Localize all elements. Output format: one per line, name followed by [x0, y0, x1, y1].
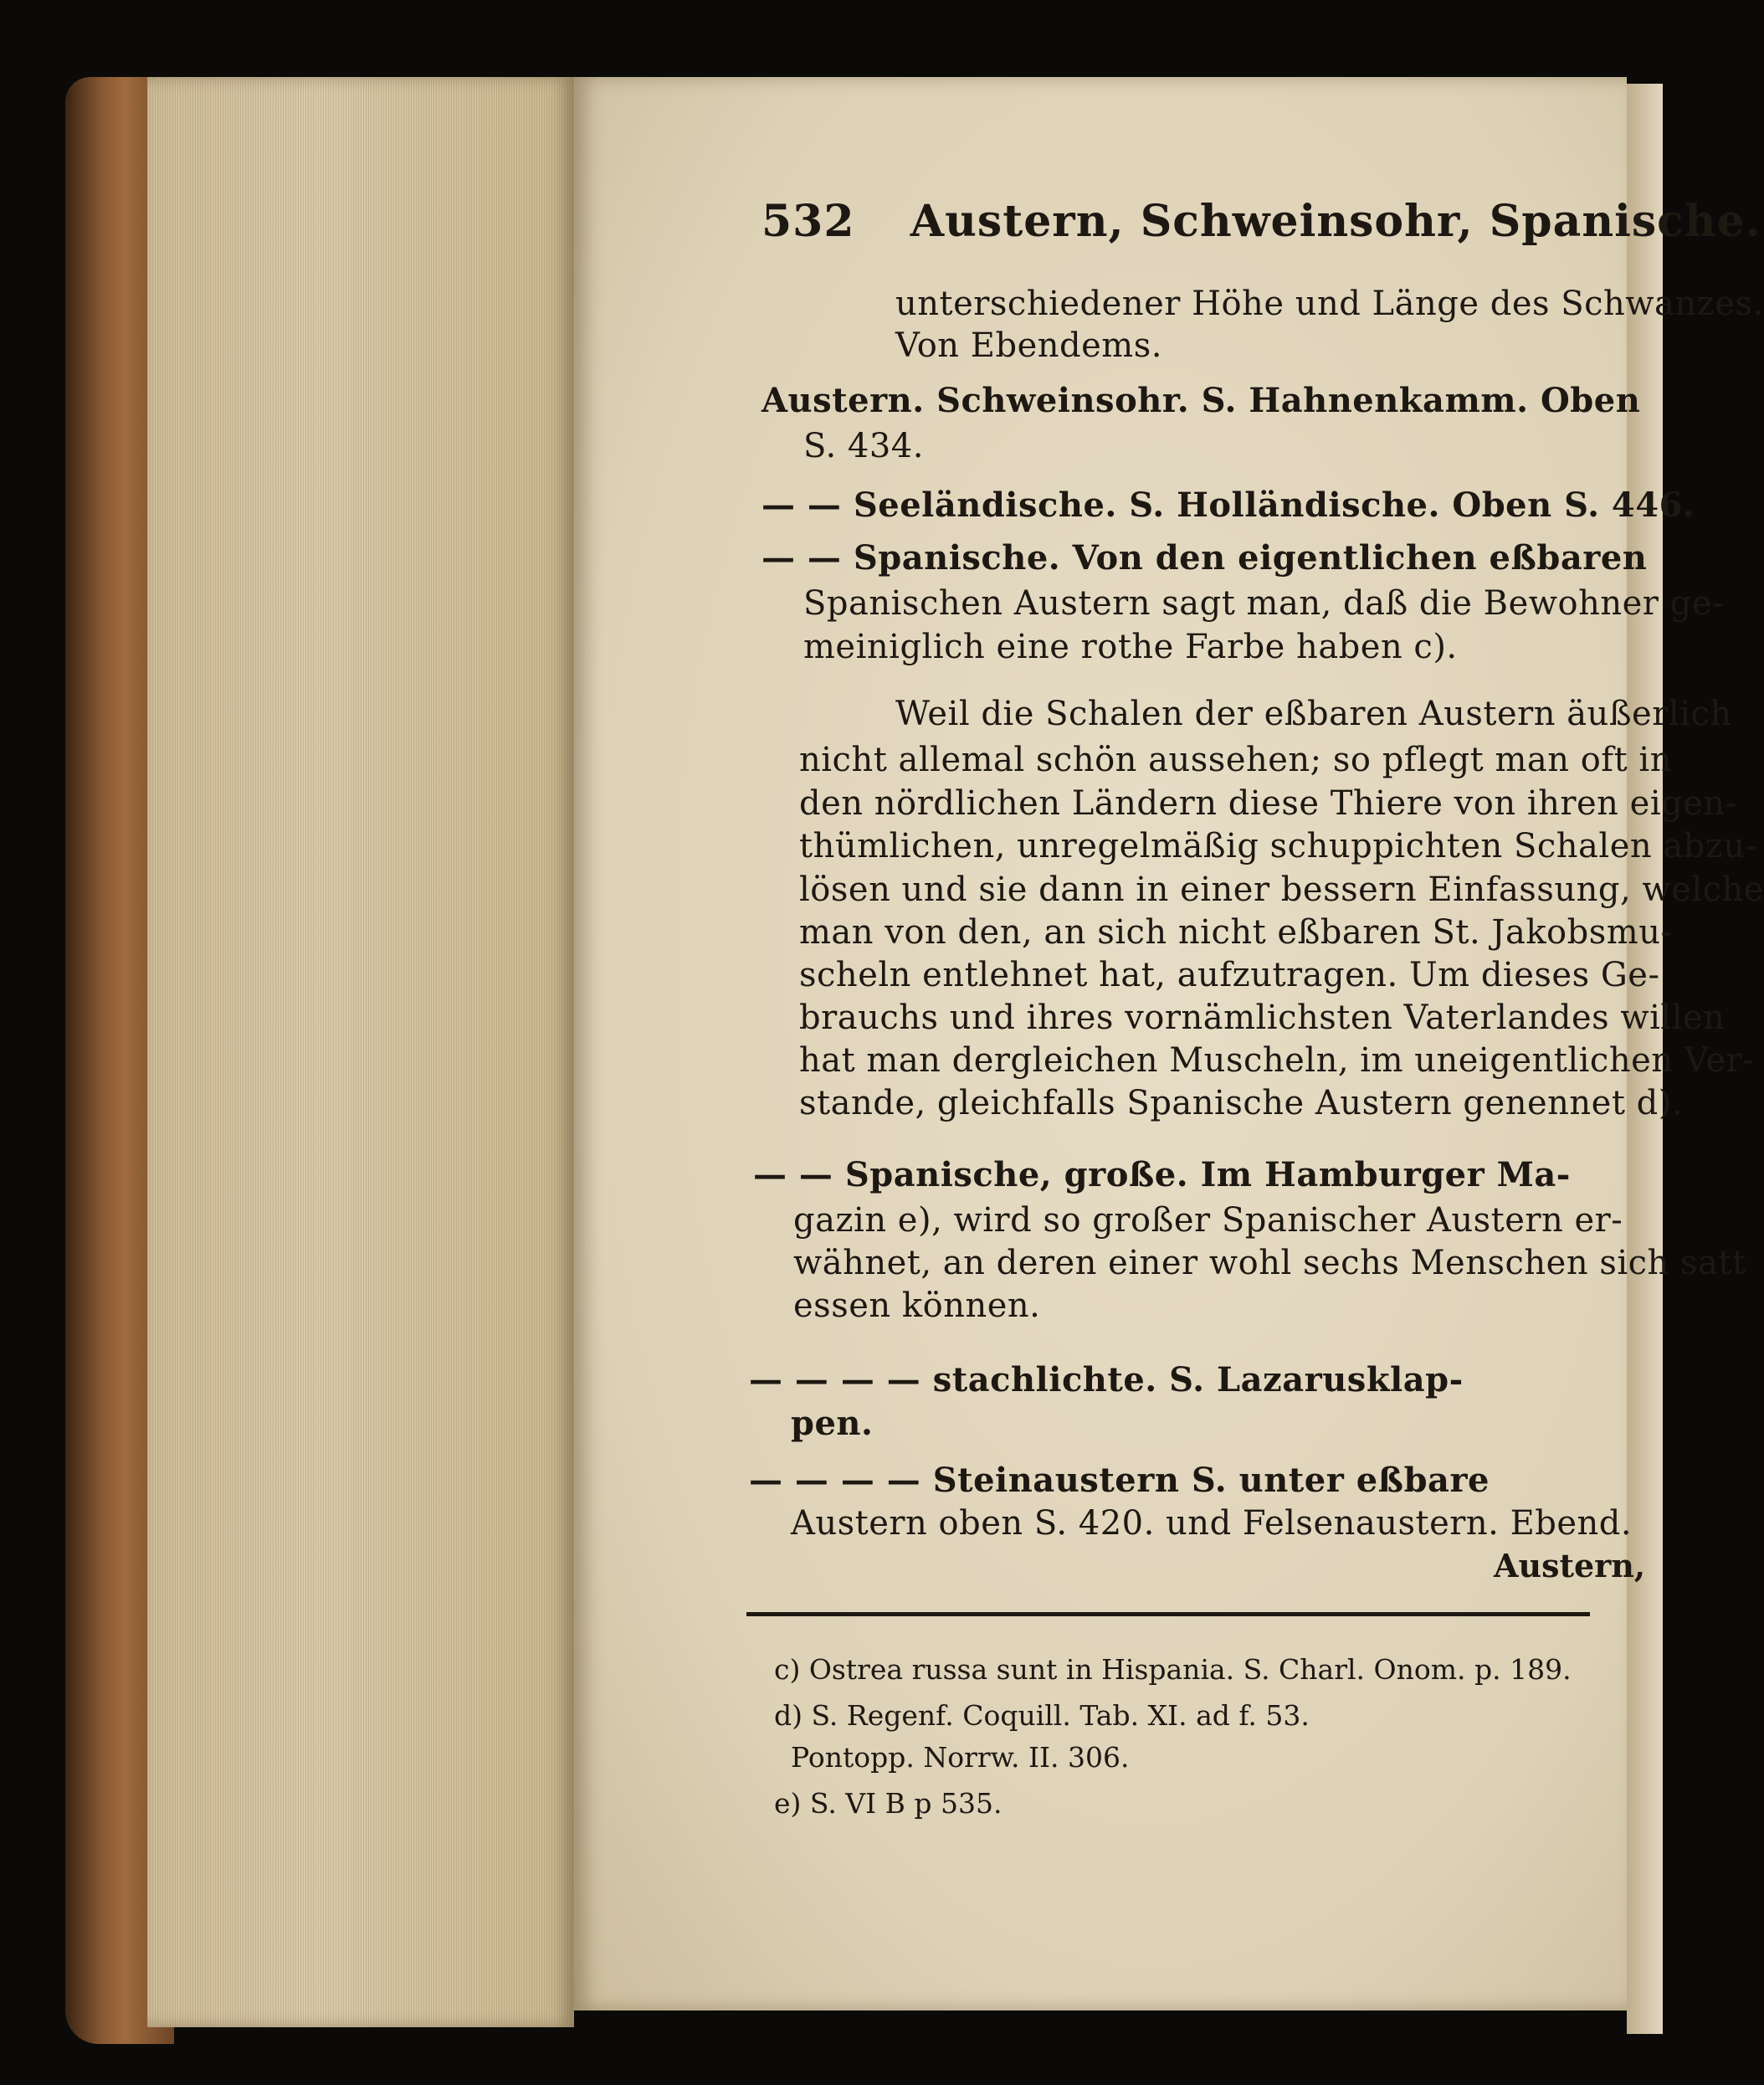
page-block-edge [147, 77, 574, 2027]
body-line: S. 434. [803, 427, 924, 465]
entry-line: — — — — stachlichte. S. Lazarusklap- [749, 1360, 1464, 1399]
footnote: d) S. Regenf. Coquill. Tab. XI. ad f. 53. [774, 1699, 1310, 1732]
catchword: Austern, [1494, 1547, 1646, 1584]
body-line: wähnet, an deren einer wohl sechs Menschen sich satt [793, 1244, 1746, 1282]
body-line: man von den, an sich nicht eßbaren St. Jakobsmu- [799, 913, 1673, 952]
body-line: brauchs und ihres vornämlichsten Vaterlandes willen [799, 999, 1726, 1037]
body-line: Spanischen Austern sagt man, daß die Bewohner ge- [803, 584, 1724, 623]
body-line: thümlichen, unregelmäßig schuppichten Schalen abzu- [799, 827, 1757, 865]
body-line: Von Ebendems. [895, 326, 1162, 365]
running-title: Austern, Schweinsohr, Spanische. [910, 196, 1761, 247]
body-line: hat man dergleichen Muscheln, im uneigentlichen Ver- [799, 1041, 1755, 1080]
body-line: den nördlichen Ländern diese Thiere von ihren eigen- [799, 784, 1737, 823]
footnote-rule [746, 1612, 1590, 1616]
body-line: meiniglich eine rothe Farbe haben c). [803, 628, 1458, 666]
body-line: pen. [791, 1404, 874, 1443]
body-line: nicht allemal schön aussehen; so pflegt man oft in [799, 741, 1672, 779]
entry-line: — — Seeländische. S. Holländische. Oben S. 446. [761, 485, 1695, 525]
entry-line: Austern. Schweinsohr. S. Hahnenkamm. Oben [761, 381, 1641, 420]
body-line: scheln entlehnet hat, aufzutragen. Um dieses Ge- [799, 956, 1660, 994]
page-number: 532 [761, 196, 855, 247]
footnote: e) S. VI B p 535. [774, 1787, 1003, 1820]
entry-line: — — Spanische, große. Im Hamburger Ma- [753, 1155, 1571, 1194]
body-line: essen können. [793, 1286, 1041, 1325]
page-header [761, 196, 1761, 247]
body-line: gazin e), wird so großer Spanischer Austern er- [793, 1201, 1623, 1240]
entry-line: — — Spanische. Von den eigentlichen eßbaren [761, 538, 1648, 578]
body-line: lösen und sie dann in einer bessern Einfassung, welche [799, 870, 1764, 909]
entry-line: — — — — Steinaustern S. unter eßbare [749, 1461, 1490, 1500]
footnote: Pontopp. Norrw. II. 306. [791, 1741, 1130, 1774]
footnote: c) Ostrea russa sunt in Hispania. S. Charl. Onom. p. 189. [774, 1653, 1572, 1686]
body-line: Austern oben S. 420. und Felsenaustern. Ebend. [791, 1504, 1633, 1543]
body-line: unterschiedener Höhe und Länge des Schwanzes. [895, 285, 1764, 323]
body-line: Weil die Schalen der eßbaren Austern äußerlich [895, 695, 1732, 733]
body-line: stande, gleichfalls Spanische Austern genennet d). [799, 1084, 1684, 1122]
